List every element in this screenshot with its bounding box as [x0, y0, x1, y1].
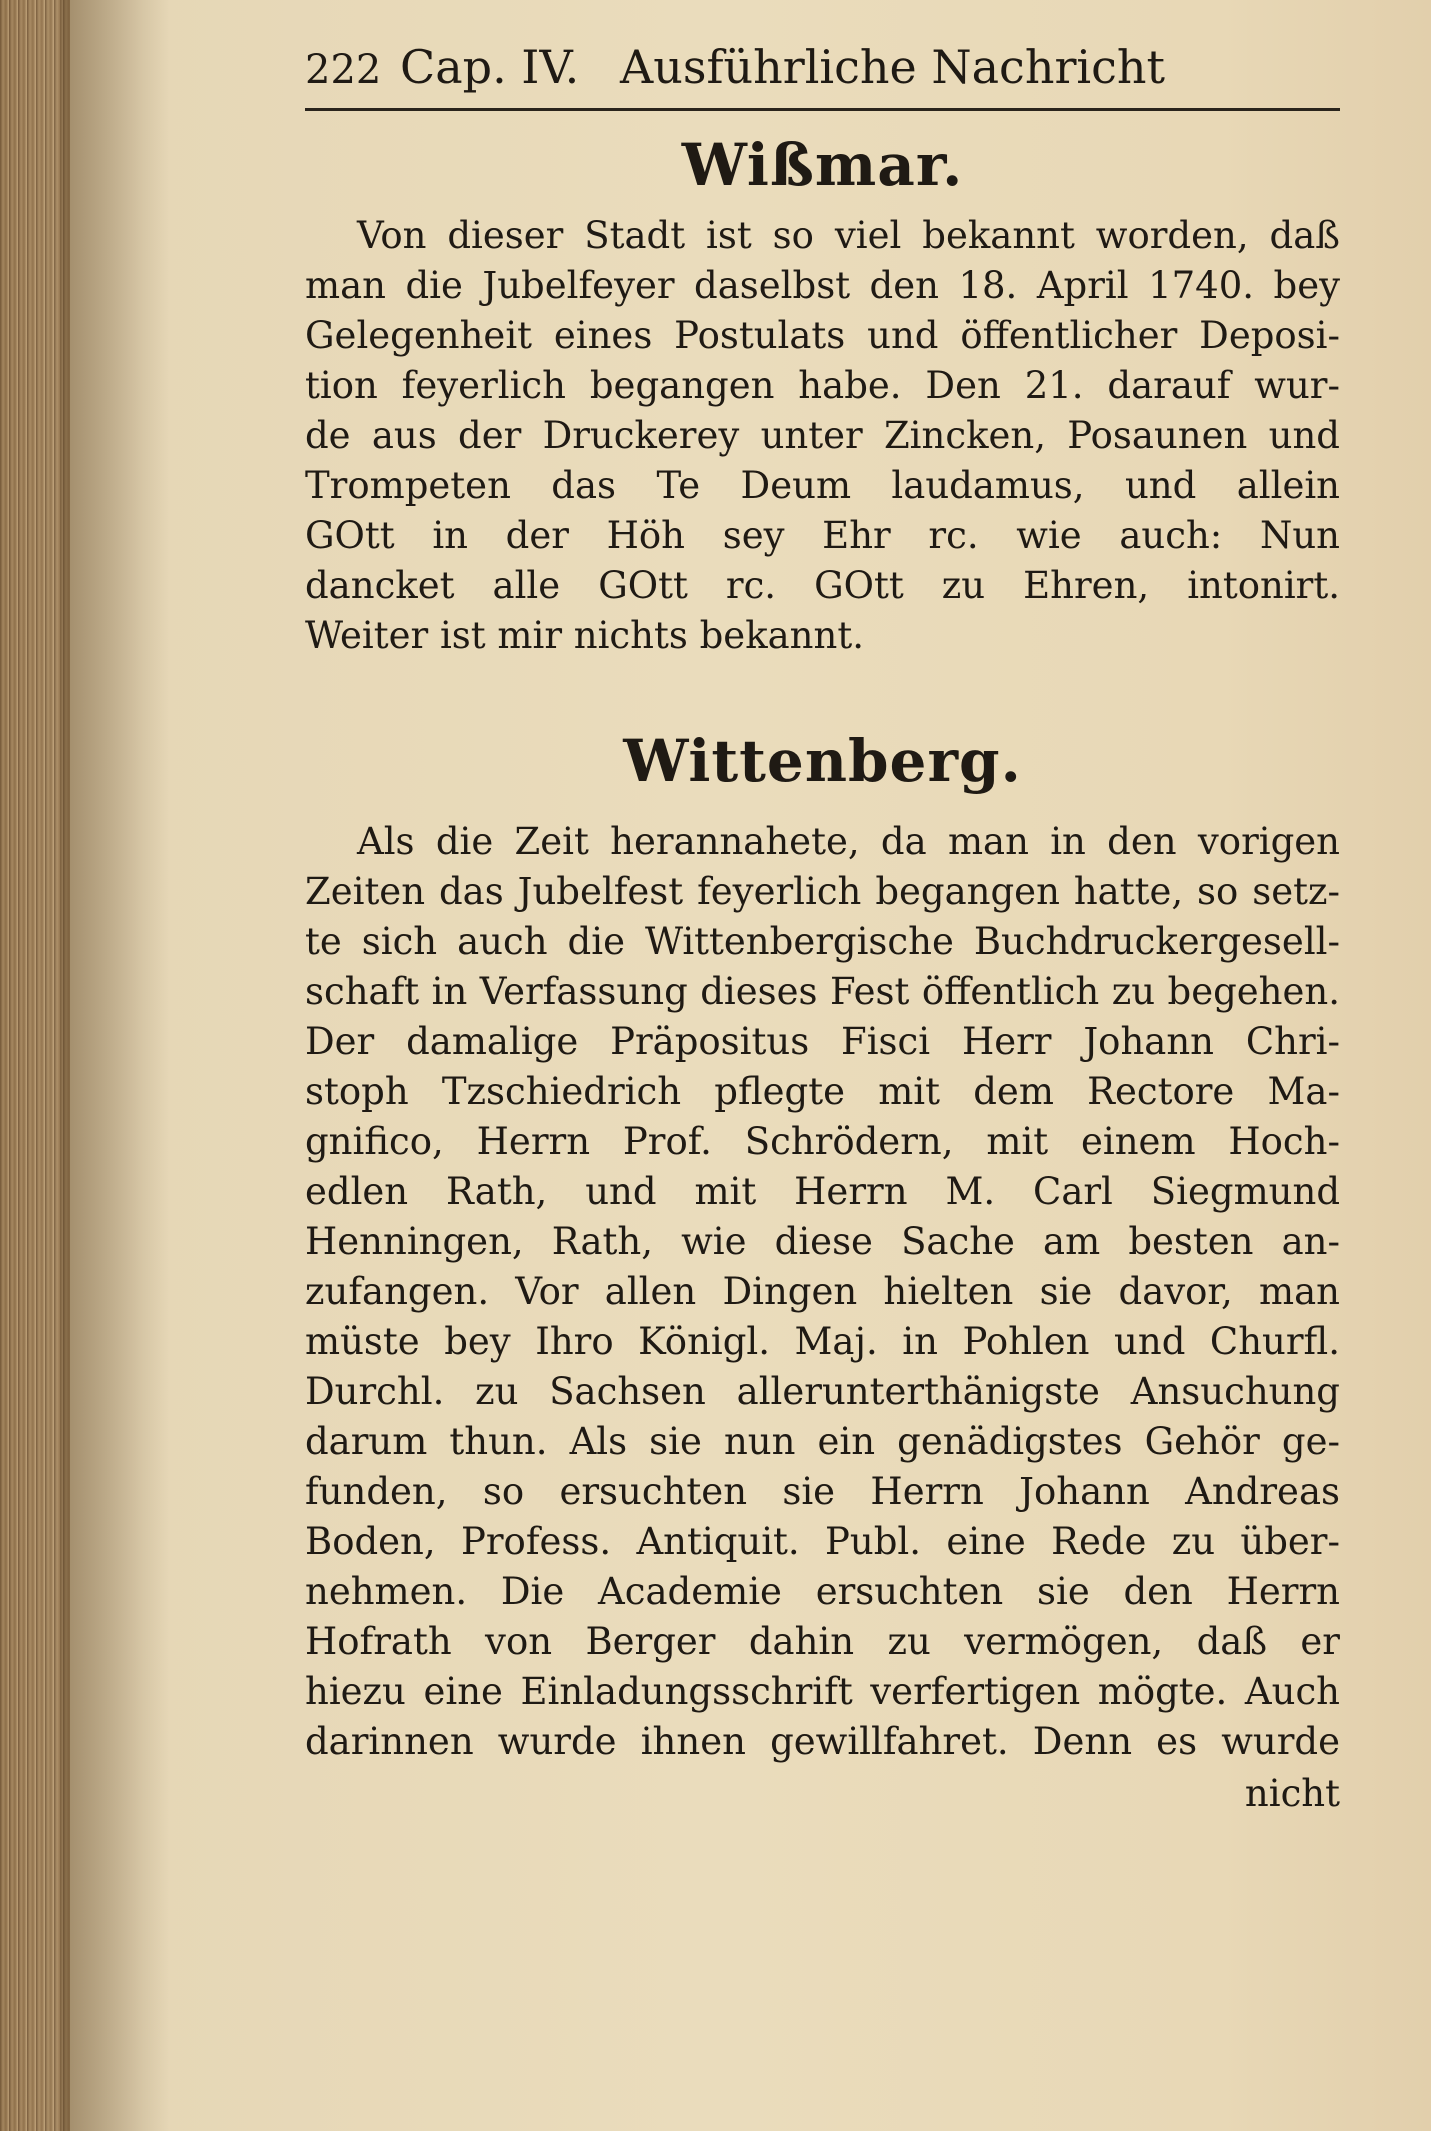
text-line: schaft in Verfassung dieses Fest öffentlich zu begehen.	[305, 970, 1340, 1013]
text-line: Boden, Profess. Antiquit. Publ. eine Rede zu über-	[305, 1520, 1340, 1563]
text-line: Gelegenheit eines Postulats und öffentlicher Deposi-	[305, 314, 1340, 357]
text-line: müste bey Ihro Königl. Maj. in Pohlen und Churfl.	[305, 1320, 1340, 1363]
text-line: Zeiten das Jubelfest feyerlich begangen hatte, so setz-	[305, 870, 1340, 913]
running-head	[305, 40, 1340, 111]
text-line: Als die Zeit herannahete, da man in den vorigen	[357, 820, 1340, 863]
running-title: Ausführliche Nachricht	[620, 40, 1166, 94]
text-line: gnifico, Herrn Prof. Schrödern, mit einem Hoch-	[305, 1120, 1340, 1163]
text-line: GOtt in der Höh sey Ehr rc. wie auch: Nun	[305, 514, 1340, 557]
text-line: Von dieser Stadt ist so viel bekannt worden, daß	[357, 214, 1340, 257]
text-line: man die Jubelfeyer daselbst den 18. April 1740. bey	[305, 264, 1340, 307]
text-line: tion feyerlich begangen habe. Den 21. darauf wur-	[305, 364, 1340, 407]
text-line: edlen Rath, und mit Herrn M. Carl Siegmund	[305, 1170, 1340, 1213]
page-number: 222	[305, 47, 382, 93]
paragraph-wismar	[305, 211, 1340, 661]
text-line: darum thun. Als sie nun ein genädigstes Gehör ge-	[305, 1420, 1340, 1463]
gutter-shadow	[60, 0, 170, 2131]
section-title-wittenberg: Wittenberg.	[623, 727, 1022, 795]
chapter-label: Cap. IV.	[400, 40, 580, 94]
text-line: dancket alle GOtt rc. GOtt zu Ehren, intonirt.	[305, 564, 1340, 607]
text-line: darinnen wurde ihnen gewillfahret. Denn es wurde	[305, 1720, 1340, 1763]
text-line: de aus der Druckerey unter Zincken, Posaunen und	[305, 414, 1340, 457]
text-line: hiezu eine Einladungsschrift verfertigen mögte. Auch	[305, 1670, 1340, 1713]
text-line: Weiter ist mir nichts bekannt.	[305, 614, 864, 657]
text-line: Der damalige Präpositus Fisci Herr Johann Chri-	[305, 1020, 1340, 1063]
text-line: Durchl. zu Sachsen allerunterthänigste Ansuchung	[305, 1370, 1340, 1413]
text-line: Trompeten das Te Deum laudamus, und allein	[305, 464, 1340, 507]
text-block	[305, 40, 1340, 1819]
paragraph-wittenberg	[305, 817, 1340, 1819]
text-line: Hofrath von Berger dahin zu vermögen, daß er	[305, 1620, 1340, 1663]
text-line: nehmen. Die Academie ersuchten sie den Herrn	[305, 1570, 1340, 1613]
catchword: nicht	[1244, 1772, 1340, 1815]
text-line: Henningen, Rath, wie diese Sache am besten an-	[305, 1220, 1340, 1263]
text-line: zufangen. Vor allen Dingen hielten sie davor, man	[305, 1270, 1340, 1313]
text-line: stoph Tzschiedrich pflegte mit dem Rectore Ma-	[305, 1070, 1340, 1113]
section-title-wismar: Wißmar.	[681, 131, 964, 199]
text-line: te sich auch die Wittenbergische Buchdruckergesell-	[305, 920, 1340, 963]
text-line: funden, so ersuchten sie Herrn Johann Andreas	[305, 1470, 1340, 1513]
